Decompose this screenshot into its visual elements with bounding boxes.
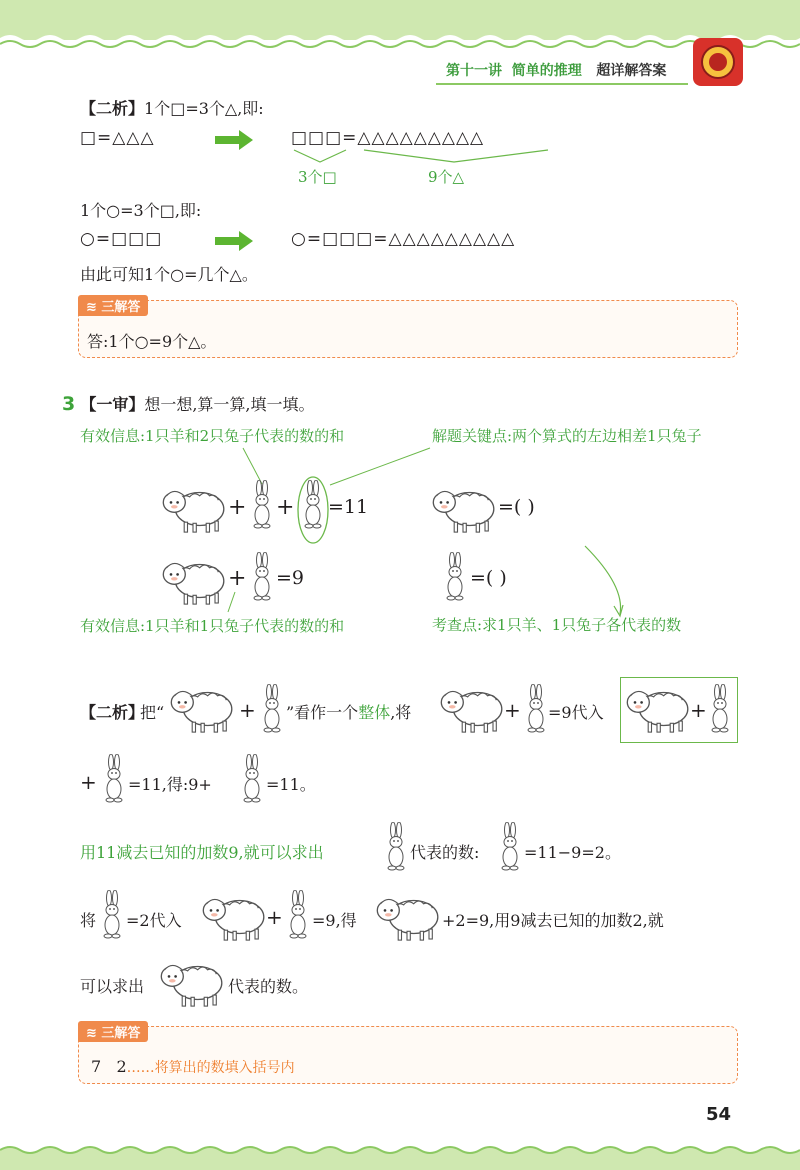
answer-box-2 (78, 1026, 738, 1084)
sheep-image (168, 684, 234, 734)
equation-2-left: ○=□□□ (80, 229, 163, 249)
plus-sign: + (228, 566, 247, 591)
brace-label-triangles: 9个△ (428, 168, 465, 186)
rabbit-image (524, 684, 548, 734)
a4-post: +2=9,用9减去已知的加数2,就 (442, 911, 664, 930)
rabbit-image (102, 754, 126, 804)
rabbit-image (384, 822, 408, 872)
rabbit-image (498, 822, 522, 872)
answer-values: 7 2 (91, 1057, 127, 1076)
a1-mid (286, 700, 411, 723)
a4-mid: =2代入 (126, 911, 182, 930)
a4-pre: 将 (80, 911, 97, 930)
note-bottom-right: 考查点:求1只羊、1只兔子各代表的数 (432, 616, 682, 634)
sheep-image (160, 484, 226, 534)
sheep-image (200, 892, 266, 942)
plus-sign: + (239, 698, 256, 722)
answer-2-values (91, 1057, 295, 1077)
equation-result-11: =11 (328, 496, 369, 518)
plus-sign: + (228, 495, 247, 520)
bottom-wave-band (0, 1140, 800, 1170)
a5-post: 代表的数。 (228, 977, 309, 996)
a4-eq: =9,得 (312, 911, 357, 930)
lesson-number: 第十一讲 (446, 63, 502, 79)
sheep-image (374, 892, 440, 942)
rabbit-image (301, 480, 325, 530)
equation-1-left: □=△△△ (80, 128, 155, 148)
equation-result-9: =9 (276, 567, 305, 589)
a5-pre: 可以求出 (80, 977, 145, 996)
rabbit-image (286, 890, 310, 940)
sheep-image (158, 958, 224, 1008)
a3-eq: =11−9=2。 (524, 843, 621, 862)
plus-sign: + (504, 698, 521, 722)
a2-end: =11。 (266, 775, 316, 794)
equation-2-right: ○=□□□=△△△△△△△△△ (291, 229, 516, 249)
note-bottom-left: 有效信息:1只羊和1只兔子代表的数的和 (80, 617, 345, 635)
a1-post: ,将 (390, 703, 412, 722)
a1-mid-text: ”看作一个 (286, 703, 359, 722)
a1-whole: 整体 (358, 703, 391, 722)
answer-note: ……将算出的数填入括号内 (126, 1060, 295, 1076)
blank-sheep: =( ) (498, 496, 535, 518)
book-title: 超详解答案 (596, 63, 667, 79)
answer-tag-1: ≋ 三解答 (78, 295, 148, 316)
a3-text: 用11减去已知的加数9,就可以求出 (80, 843, 324, 862)
a2-eq: =11,得:9+ (128, 775, 212, 794)
a1-eq: =9代入 (548, 703, 604, 722)
analysis-tag-3: 【二析】 (80, 703, 145, 722)
blank-rabbit: =( ) (470, 567, 507, 589)
rabbit-image (250, 480, 274, 530)
a3-mid: 代表的数: (410, 843, 480, 862)
sheep-image (624, 684, 690, 734)
rabbit-image (100, 890, 124, 940)
equation-1-right: □□□=△△△△△△△△△ (291, 128, 485, 148)
review-tag: 【一审】 (80, 395, 145, 414)
rabbit-image (240, 754, 264, 804)
sheep-image (430, 484, 496, 534)
rabbit-image (443, 552, 467, 602)
rabbit-image (708, 684, 732, 734)
problem-prompt: 想一想,算一算,填一填。 (144, 395, 315, 414)
rabbit-image (250, 552, 274, 602)
lesson-title: 简单的推理 (511, 63, 582, 79)
sheep-image (160, 556, 226, 606)
note-top-left: 有效信息:1只羊和2只兔子代表的数的和 (80, 427, 345, 445)
analysis-tag: 【二析】 (80, 99, 145, 118)
brace-label-squares: 3个□ (298, 168, 337, 186)
plus-sign: + (690, 698, 707, 722)
sheep-image (438, 684, 504, 734)
problem-number: 3 (62, 393, 76, 415)
plus-sign: + (80, 770, 97, 794)
answer-tag-2: ≋ 三解答 (78, 1021, 148, 1042)
plus-sign: + (276, 495, 295, 520)
analysis-line-2: 1个○=3个□,即: (80, 201, 202, 220)
conclusion-text: 由此可知1个○=几个△。 (80, 265, 258, 284)
note-top-right: 解题关键点:两个算式的左边相差1只兔子 (432, 427, 702, 445)
a1-pre: 把“ (140, 703, 165, 722)
analysis-line-1-text: 1个□=3个△,即: (144, 99, 264, 118)
answer-1-text: 答:1个○=9个△。 (87, 332, 217, 351)
plus-sign: + (266, 905, 283, 929)
rabbit-image (260, 684, 284, 734)
page-number: 54 (706, 1104, 732, 1125)
